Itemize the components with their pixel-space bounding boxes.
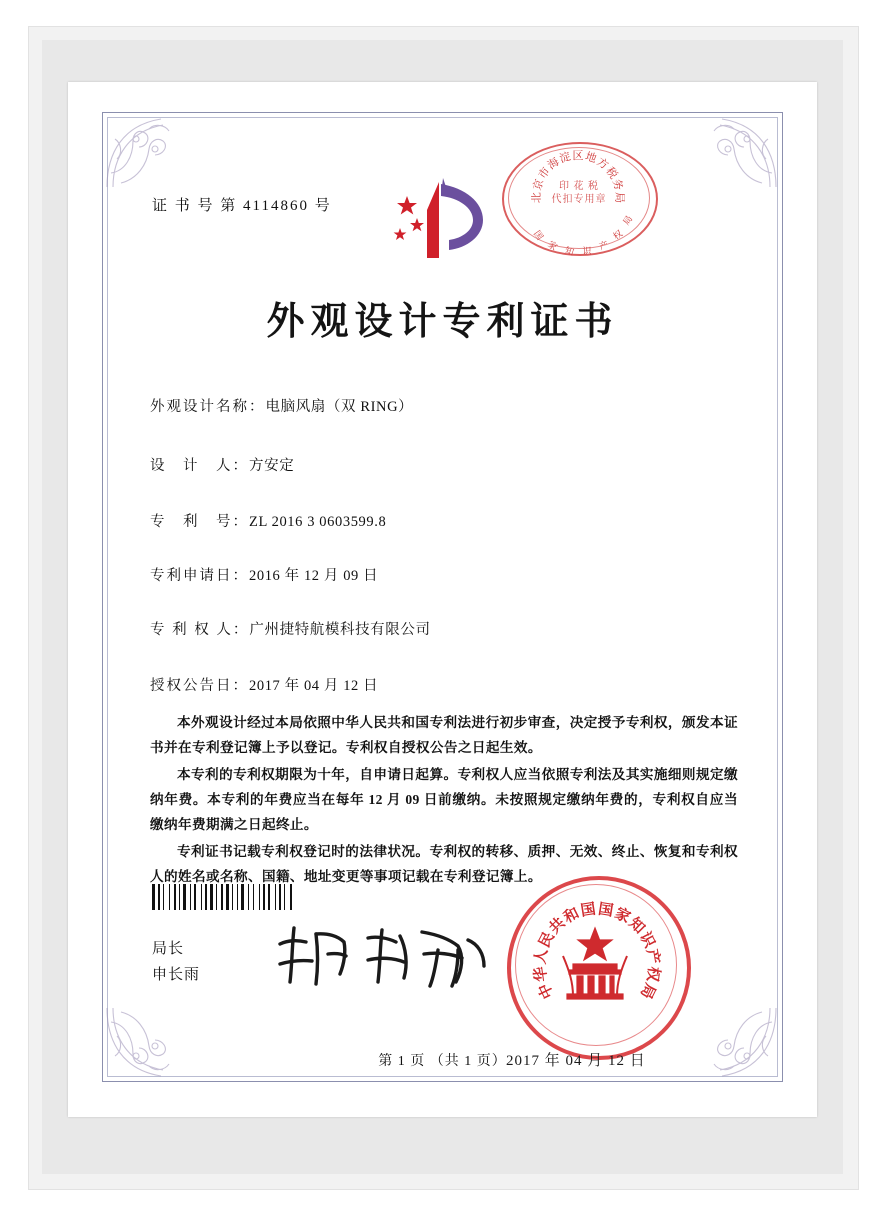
field-designer-value: 方安定 (249, 458, 295, 474)
field-application-date-label: 专利申请日： (150, 568, 249, 584)
barcode-bar (237, 884, 238, 910)
handwritten-signature (272, 920, 492, 992)
tax-stamp-bottom-arc-char: 知 (563, 245, 576, 258)
seal-arc-char: 识 (636, 929, 658, 951)
barcode-bar (194, 884, 196, 910)
signature-name: 申长雨 (152, 967, 201, 983)
tax-stamp-arc-char: 局 (612, 192, 626, 204)
tax-stamp-bottom-arc-char: 权 (611, 228, 625, 242)
page-title: 外观设计专利证书 (266, 301, 619, 343)
tax-stamp-bottom-arc-char: 家 (546, 239, 560, 253)
field-designer (150, 454, 294, 475)
official-seal (507, 876, 687, 1056)
barcode-bar (201, 884, 202, 910)
tax-stamp-bottom-arc-char: 局 (621, 213, 635, 227)
barcode-bar (221, 884, 223, 910)
field-grant-date-label: 授权公告日： (150, 678, 249, 694)
tax-stamp-bottom-arc-char: 识 (582, 246, 592, 257)
barcode-bar (183, 884, 186, 910)
national-emblem-icon (555, 926, 635, 1004)
signature-block (152, 936, 200, 988)
field-patent-number (150, 510, 386, 531)
field-application-date-value: 2016 年 12 月 09 日 (249, 568, 379, 584)
barcode-bar (290, 884, 292, 910)
barcode-bar (216, 884, 217, 910)
seal-arc-char: 产 (643, 947, 662, 966)
barcode-bar (179, 884, 180, 910)
barcode-bar (248, 884, 249, 910)
field-patentee (150, 618, 431, 639)
paragraph-legal-status: 专利证书记载专利权登记时的法律状况。专利权的转移、质押、无效、终止、恢复和专利权人的姓名或名称、国籍、地址变更等事项记载在专利登记簿上。 (150, 844, 738, 884)
barcode-bar (232, 884, 233, 910)
tax-stamp-line-1: 印 花 税 (559, 181, 599, 192)
barcode-bar (263, 884, 265, 910)
seal-arc-char: 华 (532, 965, 551, 983)
barcode-bar (174, 884, 176, 910)
barcode-bar (259, 884, 260, 910)
field-patentee-value: 广州捷特航模科技有限公司 (249, 622, 431, 638)
field-design-name-label: 外观设计名称： (150, 399, 266, 415)
seal-arc-char: 国 (597, 901, 615, 920)
barcode-bar (152, 884, 155, 910)
seal-arc-char: 局 (636, 980, 658, 1001)
tax-stamp-arc-char: 区 (572, 150, 584, 162)
cnipa-emblem-icon (387, 174, 497, 272)
tax-stamp-arc-char: 市 (536, 165, 553, 182)
seal-arc-char: 家 (611, 905, 633, 927)
tax-stamp-arc-char: 海 (545, 155, 562, 173)
barcode-bar (226, 884, 229, 910)
field-grant-date-value: 2017 年 04 月 12 日 (249, 678, 379, 694)
tax-stamp-arc-char: 地 (583, 150, 598, 166)
page-number: 第 1 页 （共 1 页） (378, 1054, 507, 1069)
seal-arc-char: 人 (532, 947, 551, 966)
barcode-bar (190, 884, 191, 910)
tax-stamp-arc-char: 方 (594, 155, 611, 173)
barcode-bar (163, 884, 164, 910)
tax-stamp-center-text (536, 180, 622, 206)
barcode-bar (284, 884, 285, 910)
barcode-bar (279, 884, 281, 910)
tax-stamp-arc-char: 京 (531, 177, 547, 192)
seal-arc-char: 权 (643, 965, 662, 983)
field-grant-date (150, 674, 378, 695)
tax-stamp-bottom-arc-char: 国 (531, 228, 546, 242)
seal-arc-char: 中 (536, 980, 558, 1001)
tax-stamp-arc-char: 务 (609, 177, 625, 192)
tax-stamp (502, 142, 656, 258)
seal-arc-char: 和 (561, 905, 583, 927)
field-patent-number-label: 专 利 号： (150, 514, 249, 530)
field-application-date (150, 564, 378, 585)
seal-arc-char: 知 (625, 915, 648, 938)
seal-date: 2017 年 04 月 12 日 (506, 1053, 646, 1069)
barcode (152, 884, 320, 910)
barcode-bar (275, 884, 276, 910)
paragraph-term-and-fees: 本专利的专利权期限为十年，自申请日起算。专利权人应当依照专利法及其实施细则规定缴纳年费。本专利的年费应当在每年 12 月 09 日前缴纳。未按照规定缴纳年费的，专利权自应当缴纳年费期满之日起终止。 (150, 767, 738, 832)
barcode-bar (253, 884, 254, 910)
field-patent-number-value: ZL 2016 3 0603599.8 (249, 514, 387, 530)
certificate-number: 证 书 号 第 4114860 号 (152, 198, 332, 214)
barcode-bar (158, 884, 160, 910)
barcode-bar (169, 884, 170, 910)
barcode-bar (205, 884, 207, 910)
signature-title: 局长 (152, 941, 185, 957)
seal-arc-char: 共 (546, 915, 569, 938)
tax-stamp-arc-char: 淀 (558, 150, 573, 166)
barcode-bar (210, 884, 213, 910)
tax-stamp-line-2: 代扣专用章 (551, 194, 607, 205)
field-patentee-label: 专 利 权 人： (150, 622, 250, 638)
certificate-content (102, 112, 783, 1082)
seal-arc-char: 民 (536, 929, 558, 951)
barcode-bar (268, 884, 270, 910)
tax-stamp-bottom-arc-char: 产 (597, 239, 610, 252)
seal-arc-char: 国 (579, 901, 597, 920)
field-design-name (150, 395, 413, 416)
field-design-name-value: 电脑风扇（双 RING） (265, 399, 414, 415)
barcode-bar (241, 884, 244, 910)
tax-stamp-arc-char: 北 (530, 192, 544, 204)
field-designer-label: 设 计 人： (150, 458, 249, 474)
paragraph-grant-statement: 本外观设计经过本局依照中华人民共和国专利法进行初步审查，决定授予专利权，颁发本证书并在专利登记簿上予以登记。专利权自授权公告之日起生效。 (150, 715, 738, 755)
tax-stamp-arc-char: 税 (603, 165, 620, 182)
